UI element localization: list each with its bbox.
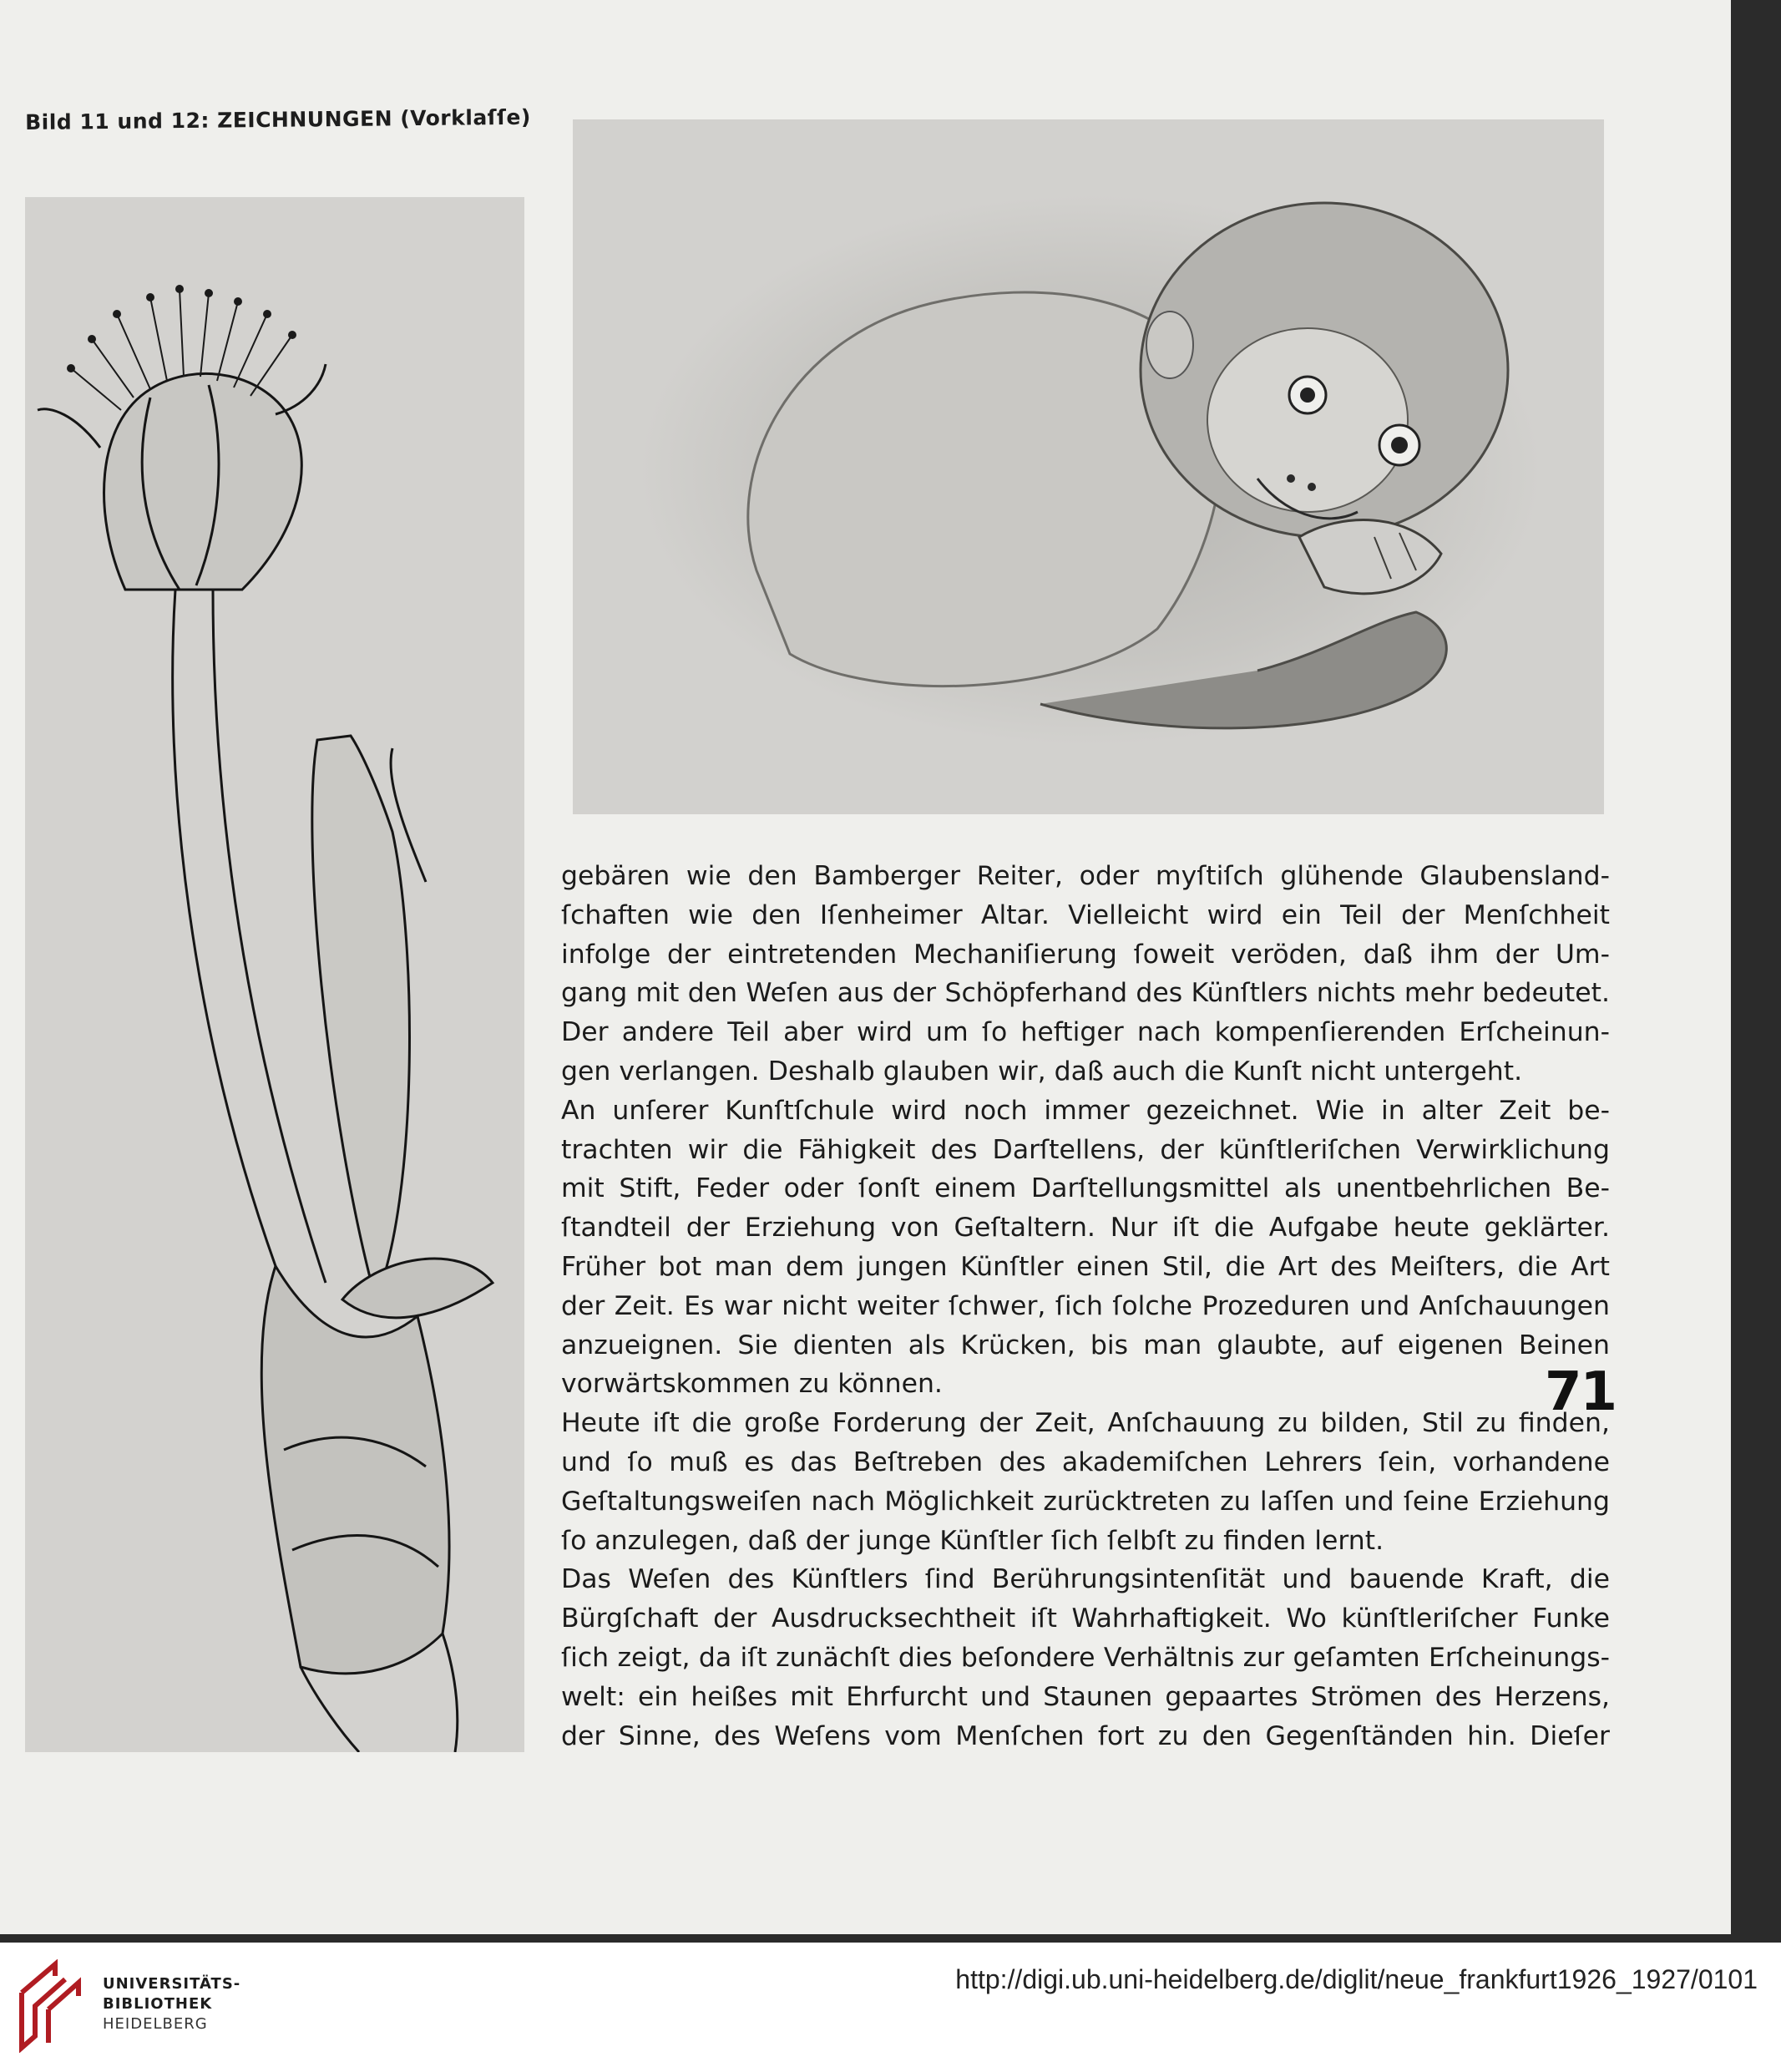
text-line: An unſerer Kunſtſchule wird noch immer gezeichnet. Wie in alter Zeit be- bbox=[561, 1095, 1610, 1126]
text-line: ſtandteil der Erziehung von Geſtaltern. Nur iſt die Aufgabe heute geklärter. bbox=[561, 1213, 1610, 1244]
text-line: ſich zeigt, da iſt zunächſt dies beſondere Verhältnis zur geſamten Erſcheinungs- bbox=[561, 1642, 1610, 1673]
text-line: vorwärtskommen zu können. bbox=[561, 1369, 943, 1400]
text-line: Bürgſchaft der Ausdrucksechtheit iſt Wahrhaftigkeit. Wo künſtleriſcher Funke bbox=[561, 1603, 1610, 1634]
text-line: gang mit den Weſen aus der Schöpferhand des Künſtlers nichts mehr bedeutet. bbox=[561, 978, 1610, 1009]
library-logo-icon bbox=[17, 1959, 97, 2053]
monkey-drawing-plate bbox=[573, 119, 1604, 814]
text-line: der Sinne, des Weſens vom Menſchen fort zu den Gegenſtänden hin. Dieſer bbox=[561, 1720, 1610, 1751]
monkey-drawing-image bbox=[573, 119, 1604, 814]
page-number: 71 bbox=[1545, 1361, 1617, 1423]
text-line: anzueignen. Sie dienten als Krücken, bis man glaubte, auf eigenen Beinen bbox=[561, 1330, 1610, 1360]
text-line: und ſo muß es das Beſtreben des akademiſchen Lehrers ſein, vorhandene bbox=[561, 1446, 1610, 1477]
text-line: der Zeit. Es war nicht weiter ſchwer, ſich ſolche Prozeduren und Anſchauungen bbox=[561, 1290, 1610, 1321]
text-line: mit Stift, Feder oder ſonſt einem Darſtellungsmittel als unentbehrlichen Be- bbox=[561, 1173, 1610, 1204]
text-line: gen verlangen. Deshalb glauben wir, daß auch die Kunſt nicht untergeht. bbox=[561, 1056, 1523, 1087]
text-line: ſo anzulegen, daß der junge Künſtler ſich ſelbſt zu finden lernt. bbox=[561, 1525, 1384, 1556]
source-url-link[interactable]: http://digi.ub.uni-heidelberg.de/diglit/neue_frankfurt1926_1927/0101 bbox=[955, 1964, 1758, 1994]
text-line: Der andere Teil aber wird um ſo heftiger nach kompenſierenden Erſcheinun- bbox=[561, 1017, 1610, 1048]
text-line: ſchaften wie den Iſenheimer Altar. Vielleicht wird ein Teil der Menſchheit bbox=[561, 899, 1610, 930]
text-line: Früher bot man dem jungen Künſtler einen Stil, die Art des Meiſters, die Art bbox=[561, 1251, 1610, 1282]
logo-line: HEIDELBERG bbox=[103, 2015, 208, 2033]
library-footer bbox=[0, 1943, 1781, 2072]
text-line: infolge der eintretenden Mechaniſierung ſoweit veröden, daß ihm der Um- bbox=[561, 939, 1610, 970]
text-line: welt: ein heißes mit Ehrfurcht und Staunen gepaartes Strömen des Herzens, bbox=[561, 1681, 1610, 1712]
flower-drawing-image bbox=[25, 197, 524, 1752]
library-logo-text bbox=[103, 1974, 240, 2034]
logo-line: UNIVERSITÄTS- bbox=[103, 1975, 241, 1993]
text-line: Heute iſt die große Forderung der Zeit, Anſchauung zu bilden, Stil zu finden, bbox=[561, 1408, 1610, 1439]
figure-caption: Bild 11 und 12: ZEICHNUNGEN (Vorklaſſe) bbox=[25, 104, 532, 134]
body-text bbox=[561, 857, 1610, 1755]
text-line: Das Weſen des Künſtlers ſind Berührungsintenſität und bauende Kraft, die bbox=[561, 1564, 1610, 1595]
text-line: Geſtaltungsweiſen nach Möglichkeit zurücktreten zu laſſen und ſeine Erziehung bbox=[561, 1486, 1610, 1517]
logo-line: BIBLIOTHEK bbox=[103, 1995, 213, 2013]
text-line: gebären wie den Bamberger Reiter, oder myſtiſch glühende Glaubensland- bbox=[561, 861, 1610, 891]
flower-drawing-plate bbox=[25, 197, 524, 1752]
text-line: trachten wir die Fähigkeit des Darſtellens, der künſtleriſchen Verwirklichung bbox=[561, 1134, 1610, 1165]
